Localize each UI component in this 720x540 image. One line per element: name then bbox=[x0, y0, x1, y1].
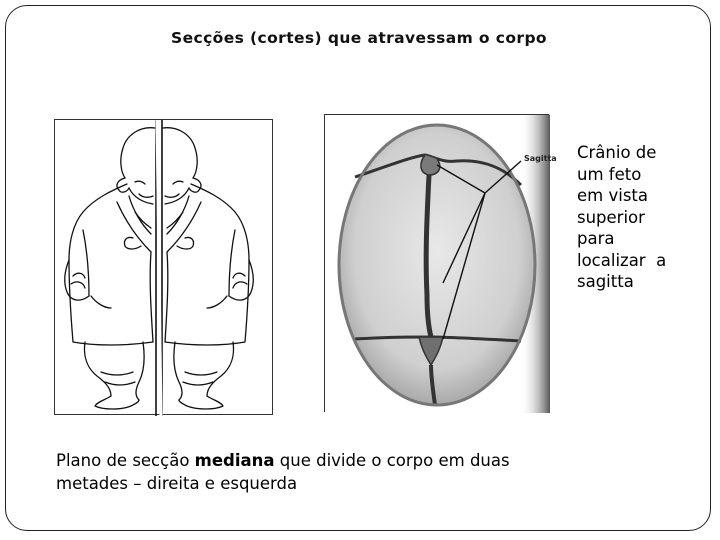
median-plane-illustration bbox=[54, 119, 273, 415]
median-plane-caption bbox=[56, 449, 576, 495]
caption-text: Plano de secção bbox=[56, 451, 195, 470]
note-line: um feto bbox=[577, 164, 642, 184]
note-line: em vista bbox=[577, 186, 648, 205]
note-line: Crânio de bbox=[577, 143, 657, 162]
sagitta-label: Sagitta bbox=[524, 154, 557, 163]
caption-emphasis: mediana bbox=[194, 451, 275, 470]
caption-text: que divide o corpo em duas bbox=[274, 451, 510, 470]
caption-text: metades – direita e esquerda bbox=[56, 474, 298, 493]
skull-description bbox=[577, 142, 697, 293]
slide-title: Secções (cortes) que atravessam o corpo bbox=[171, 29, 547, 47]
fetal-skull-illustration bbox=[324, 114, 557, 412]
note-line: localizar a bbox=[577, 250, 667, 270]
note-line: sagitta bbox=[577, 272, 634, 291]
note-line: superior bbox=[577, 207, 645, 227]
note-line: para bbox=[577, 229, 615, 248]
